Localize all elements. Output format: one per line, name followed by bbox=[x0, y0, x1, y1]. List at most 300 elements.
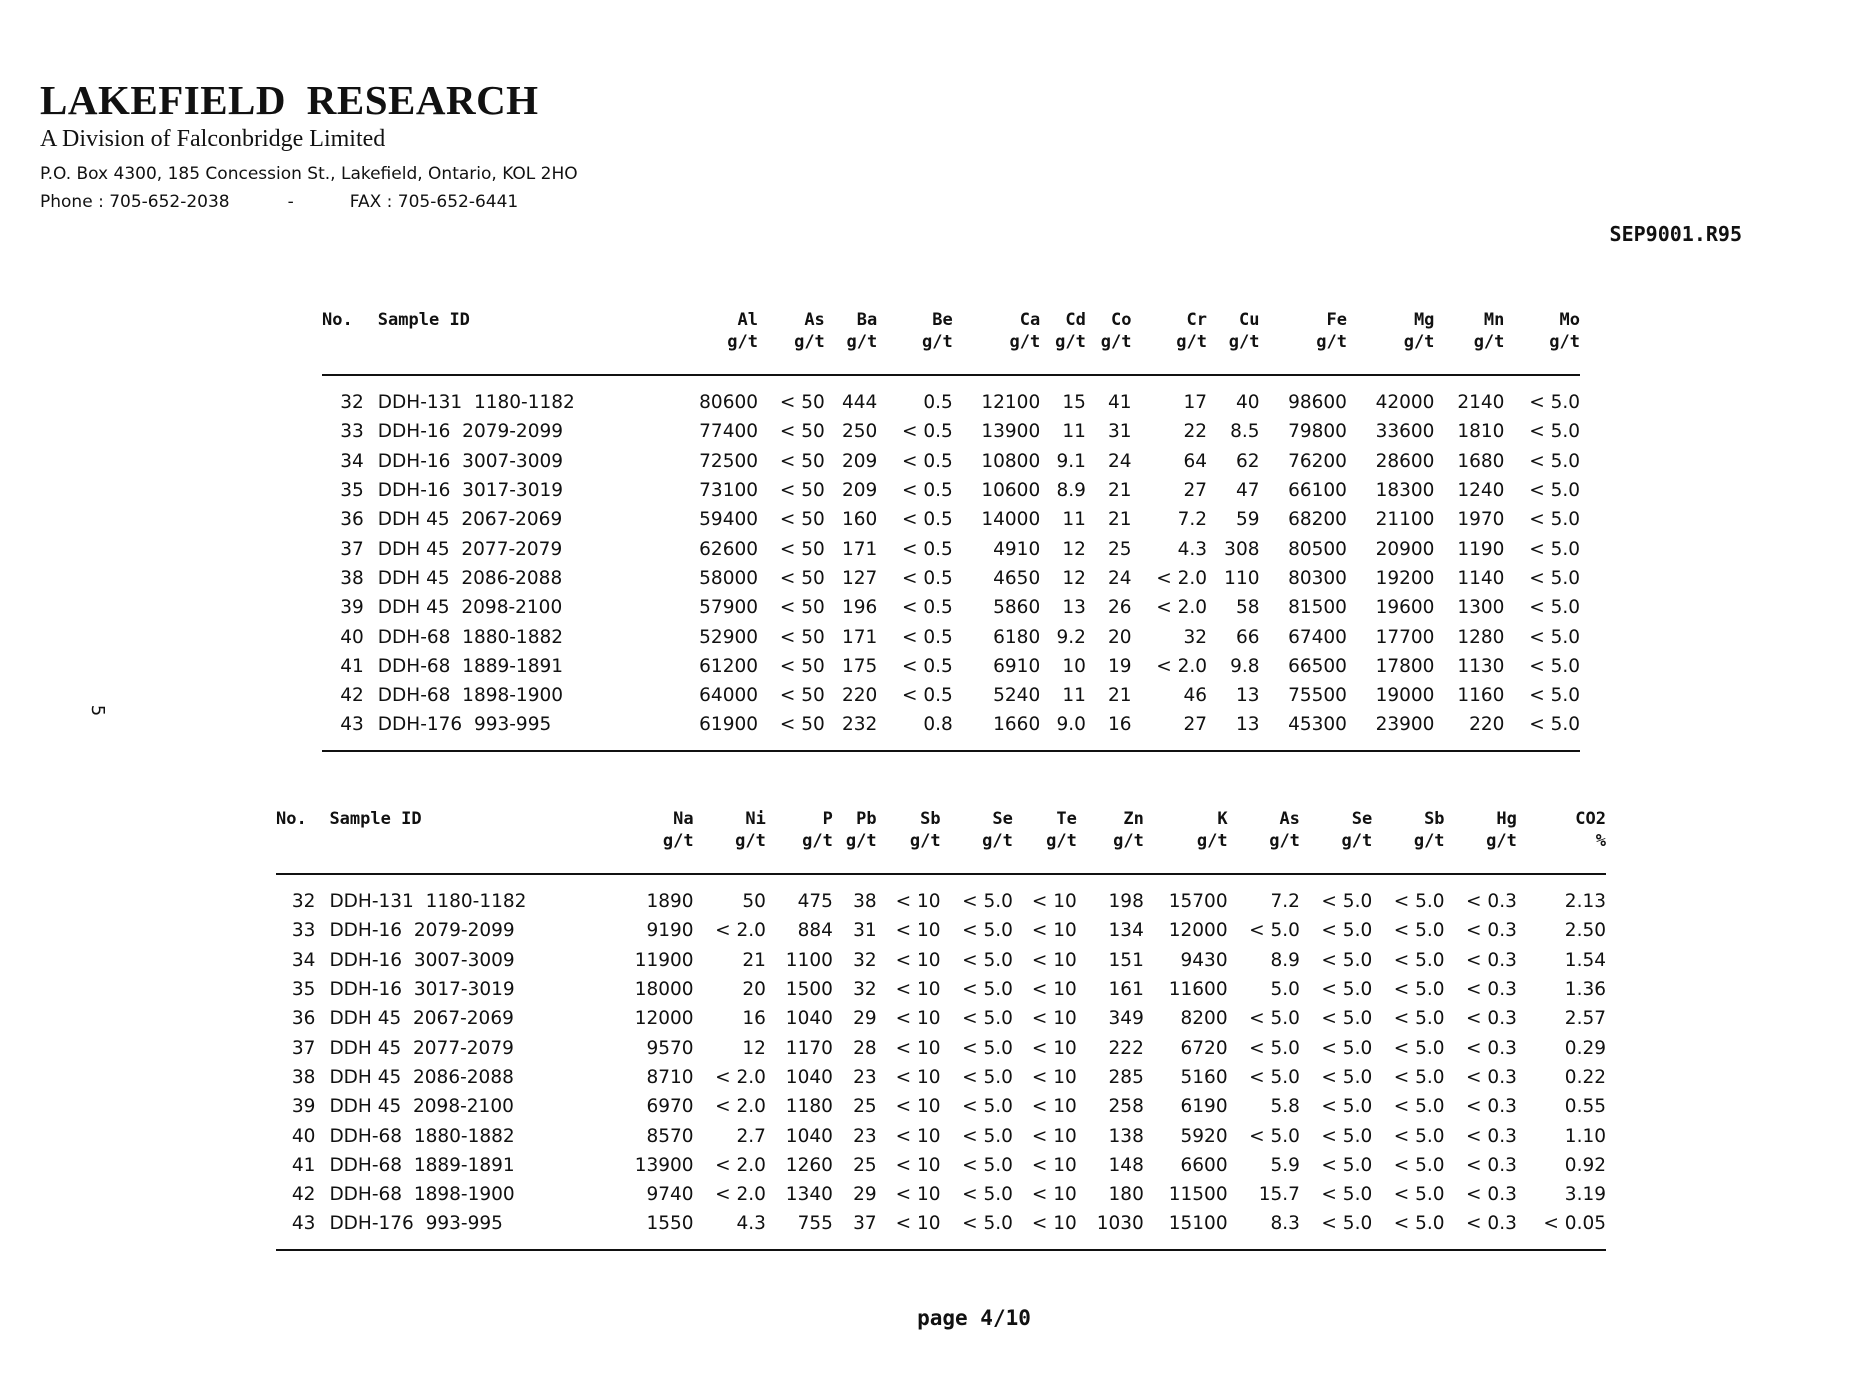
sample-id: DDH-16 2079-2099 bbox=[329, 920, 515, 942]
assay-value: < 10 bbox=[895, 1096, 941, 1118]
assay-value: < 5.0 bbox=[962, 1037, 1013, 1059]
assay-value: 73100 bbox=[699, 480, 759, 502]
assay-value: 1140 bbox=[1457, 567, 1505, 589]
assay-value: 11900 bbox=[634, 949, 694, 971]
column-header-element: Sb bbox=[1424, 809, 1445, 829]
column-header-element: P bbox=[822, 809, 833, 829]
assay-value: 17700 bbox=[1375, 626, 1435, 648]
assay-value: < 0.05 bbox=[1517, 1209, 1606, 1249]
assay-value: 47 bbox=[1235, 480, 1260, 502]
assay-value: < 5.0 bbox=[1249, 1037, 1300, 1059]
assay-value: 0.8 bbox=[877, 710, 953, 750]
assay-value: 209 bbox=[841, 480, 878, 502]
table-row bbox=[322, 622, 1580, 651]
assay-value: < 5.0 bbox=[1393, 1184, 1445, 1206]
assay-value: 1040 bbox=[785, 1125, 833, 1147]
assay-value: < 10 bbox=[1031, 949, 1077, 971]
column-header-element: As bbox=[804, 310, 825, 330]
unit-spacer bbox=[329, 829, 609, 874]
table-header bbox=[276, 799, 1606, 874]
assay-value: 220 bbox=[1434, 710, 1504, 750]
assay-value: < 5.0 bbox=[962, 1125, 1013, 1147]
assay-value: < 5.0 bbox=[1249, 1125, 1300, 1147]
assay-value: 9570 bbox=[646, 1037, 694, 1059]
assay-value: 23900 bbox=[1347, 710, 1434, 750]
sample-number: 40 bbox=[291, 1125, 316, 1147]
assay-value: < 0.3 bbox=[1466, 1008, 1517, 1030]
assay-value: < 5.0 bbox=[1321, 979, 1373, 1001]
assay-value: 10800 bbox=[981, 450, 1041, 472]
assay-value: < 10 bbox=[1031, 920, 1077, 942]
column-header-element: Te bbox=[1056, 809, 1077, 829]
assay-value: < 0.5 bbox=[901, 597, 953, 619]
assay-value: 13 bbox=[1235, 685, 1260, 707]
assay-value: 1260 bbox=[785, 1154, 833, 1176]
assay-value: 12 bbox=[1062, 567, 1086, 589]
assay-value: 59 bbox=[1235, 509, 1260, 531]
assay-value: 62 bbox=[1235, 450, 1260, 472]
column-header-element: Cu bbox=[1239, 310, 1260, 330]
assay-value: < 5.0 bbox=[1529, 509, 1580, 531]
table-row bbox=[276, 1151, 1606, 1180]
assay-value: < 5.0 bbox=[1393, 1066, 1445, 1088]
assay-value: 1680 bbox=[1457, 450, 1505, 472]
sample-number: 37 bbox=[340, 538, 364, 560]
assay-value: 1340 bbox=[785, 1184, 833, 1206]
sample-id: DDH 45 2086-2088 bbox=[329, 1066, 514, 1088]
header-row-elements bbox=[276, 799, 1606, 829]
assay-value: < 50 bbox=[779, 567, 825, 589]
assay-value: < 50 bbox=[779, 480, 825, 502]
sample-id: DDH-176 993-995 bbox=[329, 1209, 609, 1249]
sample-number: 41 bbox=[291, 1154, 316, 1176]
assay-value: 27 bbox=[1183, 480, 1208, 502]
document-reference: SEP9001.R95 bbox=[1609, 222, 1742, 246]
assay-value: 72500 bbox=[699, 450, 759, 472]
assay-value: 6970 bbox=[646, 1096, 694, 1118]
assay-value: < 5.0 bbox=[1393, 979, 1445, 1001]
assay-value: < 0.5 bbox=[901, 509, 953, 531]
assay-value: 1300 bbox=[1457, 597, 1505, 619]
sample-number: 32 bbox=[340, 392, 364, 414]
column-header-sample-id: Sample ID bbox=[329, 809, 422, 829]
column-header-no: No. bbox=[276, 809, 307, 829]
sample-number: 42 bbox=[340, 685, 364, 707]
column-unit: g/t bbox=[1372, 829, 1444, 874]
assay-value: 26 bbox=[1107, 597, 1132, 619]
assay-value: < 10 bbox=[1031, 891, 1077, 913]
assay-value: < 50 bbox=[779, 421, 825, 443]
sample-id: DDH-68 1898-1900 bbox=[377, 685, 564, 707]
assay-value: 1030 bbox=[1077, 1209, 1144, 1249]
assay-value: 25 bbox=[853, 1096, 877, 1118]
assay-value: 12000 bbox=[634, 1008, 694, 1030]
assay-value: 81500 bbox=[1288, 597, 1347, 619]
table-row bbox=[322, 652, 1580, 681]
column-unit: g/t bbox=[1259, 330, 1346, 375]
assay-value: 1040 bbox=[785, 1066, 833, 1088]
assay-value: 68200 bbox=[1288, 509, 1347, 531]
assay-value: 0.22 bbox=[1564, 1066, 1606, 1088]
assay-value: < 10 bbox=[1031, 1037, 1077, 1059]
assay-value: < 5.0 bbox=[1321, 891, 1373, 913]
contact-line bbox=[40, 188, 578, 216]
assay-value: 232 bbox=[825, 710, 877, 750]
assay-value: 64000 bbox=[699, 685, 759, 707]
assay-value: 5160 bbox=[1180, 1066, 1228, 1088]
page-number: page 4/10 bbox=[917, 1306, 1031, 1330]
assay-value: 5920 bbox=[1180, 1125, 1228, 1147]
letterhead bbox=[40, 76, 578, 216]
assay-value: 171 bbox=[841, 538, 878, 560]
column-unit: g/t bbox=[953, 330, 1040, 375]
assay-value: < 10 bbox=[1031, 979, 1077, 1001]
assay-value: 15 bbox=[1062, 392, 1086, 414]
column-unit: g/t bbox=[941, 829, 1013, 874]
assay-value: < 2.0 bbox=[715, 920, 766, 942]
assay-value: 15700 bbox=[1168, 891, 1228, 913]
assay-value: < 5.0 bbox=[1300, 1209, 1372, 1249]
assay-value: 4.3 bbox=[1177, 538, 1208, 560]
assay-value: < 0.3 bbox=[1466, 1125, 1517, 1147]
assay-value: < 50 bbox=[779, 655, 825, 677]
assay-value: < 50 bbox=[779, 538, 825, 560]
table-row bbox=[276, 1063, 1606, 1092]
column-unit: g/t bbox=[1144, 829, 1228, 874]
assay-value: 285 bbox=[1108, 1066, 1144, 1088]
assay-value: 32 bbox=[853, 949, 877, 971]
assay-value: < 5.0 bbox=[1529, 567, 1580, 589]
assay-value: 19 bbox=[1107, 655, 1132, 677]
assay-value: 66100 bbox=[1288, 480, 1347, 502]
table-row bbox=[322, 681, 1580, 710]
sample-number: 42 bbox=[291, 1184, 316, 1206]
table-row bbox=[322, 710, 1580, 750]
assay-value: < 2.0 bbox=[715, 1184, 766, 1206]
assay-value: < 5.0 bbox=[1249, 1008, 1300, 1030]
assay-value: 198 bbox=[1108, 891, 1144, 913]
column-unit: g/t bbox=[1207, 330, 1259, 375]
assay-value: < 5.0 bbox=[1321, 1184, 1373, 1206]
assay-value: < 5.0 bbox=[1321, 1008, 1373, 1030]
table-row bbox=[276, 874, 1606, 916]
table-row bbox=[276, 1004, 1606, 1033]
assay-value: 19200 bbox=[1375, 567, 1435, 589]
sample-number: 34 bbox=[291, 949, 316, 971]
assay-value: < 5.0 bbox=[1321, 1096, 1373, 1118]
sample-id: DDH-68 1889-1891 bbox=[377, 655, 564, 677]
company-address: P.O. Box 4300, 185 Concession St., Lakefield, Ontario, KOL 2HO bbox=[40, 164, 578, 184]
assay-value: < 0.3 bbox=[1466, 1037, 1517, 1059]
header-row-elements bbox=[322, 300, 1580, 330]
assay-value: < 10 bbox=[1031, 1008, 1077, 1030]
assay-value: 258 bbox=[1108, 1096, 1144, 1118]
assay-value: 7.2 bbox=[1270, 891, 1300, 913]
assay-value: < 5.0 bbox=[1529, 626, 1580, 648]
assay-value: < 5.0 bbox=[962, 920, 1013, 942]
column-header-element: CO2 bbox=[1575, 809, 1606, 829]
column-unit: g/t bbox=[610, 829, 694, 874]
assay-value: 42000 bbox=[1375, 392, 1435, 414]
assay-value: 6720 bbox=[1180, 1037, 1228, 1059]
assay-value: 8710 bbox=[646, 1066, 694, 1088]
assay-value: 308 bbox=[1224, 538, 1260, 560]
assay-value: 9.0 bbox=[1040, 710, 1086, 750]
assay-value: 22 bbox=[1183, 421, 1208, 443]
assay-value: 1810 bbox=[1457, 421, 1505, 443]
assay-value: 29 bbox=[853, 1184, 877, 1206]
assay-value: 8.3 bbox=[1228, 1209, 1300, 1249]
assay-value: < 50 bbox=[779, 685, 825, 707]
assay-value: 46 bbox=[1183, 685, 1208, 707]
column-unit: g/t bbox=[1347, 330, 1434, 375]
assay-value: < 10 bbox=[895, 949, 941, 971]
column-unit: g/t bbox=[825, 330, 877, 375]
assay-value: 1890 bbox=[646, 891, 694, 913]
column-unit: g/t bbox=[694, 829, 766, 874]
company-name: LAKEFIELD RESEARCH bbox=[40, 77, 539, 123]
column-unit: g/t bbox=[671, 330, 758, 375]
table-row bbox=[276, 946, 1606, 975]
assay-value: 1280 bbox=[1457, 626, 1505, 648]
assay-value: 28600 bbox=[1375, 450, 1435, 472]
assay-value: 349 bbox=[1108, 1008, 1144, 1030]
assay-value: < 10 bbox=[1031, 1154, 1077, 1176]
column-unit: g/t bbox=[833, 829, 877, 874]
assay-value: < 10 bbox=[895, 891, 941, 913]
assay-value: 23 bbox=[853, 1125, 877, 1147]
unit-spacer bbox=[276, 829, 329, 874]
assay-value: 21 bbox=[1107, 509, 1132, 531]
assay-value: 14000 bbox=[981, 509, 1041, 531]
table-row bbox=[322, 476, 1580, 505]
assay-value: < 5.0 bbox=[1529, 392, 1580, 414]
assay-value: < 5.0 bbox=[1393, 1037, 1445, 1059]
assay-value: < 10 bbox=[895, 1184, 941, 1206]
assay-value: < 10 bbox=[1031, 1125, 1077, 1147]
assay-value: 21 bbox=[1107, 480, 1132, 502]
assay-value: < 50 bbox=[779, 597, 825, 619]
assay-value: 5.0 bbox=[1270, 979, 1300, 1001]
assay-value: 80600 bbox=[699, 392, 759, 414]
assay-value: 13 bbox=[1207, 710, 1259, 750]
assay-value: 18000 bbox=[634, 979, 694, 1001]
sample-id: DDH 45 2077-2079 bbox=[377, 538, 563, 560]
assay-value: 13900 bbox=[981, 421, 1041, 443]
assay-value: 138 bbox=[1108, 1125, 1144, 1147]
assay-value: 21 bbox=[1107, 685, 1132, 707]
contact-separator: - bbox=[287, 192, 294, 212]
assay-value: < 5.0 bbox=[1321, 1125, 1373, 1147]
table-row bbox=[322, 447, 1580, 476]
assay-value: 9430 bbox=[1180, 949, 1228, 971]
assay-value: 45300 bbox=[1259, 710, 1346, 750]
assay-value: < 5.0 bbox=[962, 1008, 1013, 1030]
assay-value: 5.8 bbox=[1270, 1096, 1300, 1118]
assay-value: < 2.0 bbox=[715, 1096, 766, 1118]
assay-value: 12 bbox=[742, 1037, 766, 1059]
assay-value: 9.1 bbox=[1056, 450, 1086, 472]
assay-value: < 5.0 bbox=[1249, 1066, 1300, 1088]
sample-id: DDH-16 3017-3019 bbox=[377, 480, 564, 502]
assay-value: 8200 bbox=[1180, 1008, 1228, 1030]
assay-value: 161 bbox=[1108, 979, 1144, 1001]
sample-id: DDH-68 1880-1882 bbox=[329, 1125, 515, 1147]
assay-value: 66500 bbox=[1288, 655, 1347, 677]
assay-value: 6910 bbox=[993, 655, 1041, 677]
assay-value: 1190 bbox=[1457, 538, 1505, 560]
assay-value: < 0.5 bbox=[901, 567, 953, 589]
assay-value: 24 bbox=[1107, 567, 1132, 589]
sample-id: DDH-131 1180-1182 bbox=[377, 392, 575, 414]
column-unit: g/t bbox=[1300, 829, 1372, 874]
assay-value: 21 bbox=[742, 949, 766, 971]
assay-table-1 bbox=[322, 300, 1580, 752]
assay-value: 6180 bbox=[993, 626, 1041, 648]
assay-value: 0.55 bbox=[1564, 1096, 1606, 1118]
assay-value: < 0.3 bbox=[1466, 1154, 1517, 1176]
column-unit: g/t bbox=[1132, 330, 1208, 375]
assay-value: < 5.0 bbox=[1321, 1066, 1373, 1088]
assay-value: 16 bbox=[1086, 710, 1132, 750]
assay-value: 67400 bbox=[1288, 626, 1347, 648]
assay-value: 1160 bbox=[1457, 685, 1505, 707]
assay-value: 2140 bbox=[1457, 392, 1505, 414]
sample-number: 38 bbox=[291, 1066, 316, 1088]
assay-value: < 2.0 bbox=[1156, 567, 1208, 589]
table-row bbox=[322, 505, 1580, 534]
sample-number: 43 bbox=[276, 1209, 329, 1249]
unit-spacer bbox=[378, 330, 671, 375]
assay-value: < 5.0 bbox=[1529, 597, 1580, 619]
assay-value: < 10 bbox=[895, 979, 941, 1001]
assay-value: 7.2 bbox=[1177, 509, 1208, 531]
assay-value: 10600 bbox=[981, 480, 1041, 502]
assay-value: 6600 bbox=[1180, 1154, 1228, 1176]
assay-value: 77400 bbox=[699, 421, 759, 443]
assay-value: < 5.0 bbox=[1393, 1008, 1445, 1030]
column-header-element: Fe bbox=[1326, 310, 1347, 330]
table-body bbox=[322, 375, 1580, 751]
assay-value: 32 bbox=[1183, 626, 1208, 648]
assay-value: 250 bbox=[841, 421, 878, 443]
table-header bbox=[322, 300, 1580, 375]
assay-value: 17800 bbox=[1375, 655, 1435, 677]
sample-id: DDH-176 993-995 bbox=[378, 710, 671, 750]
sample-id: DDH 45 2067-2069 bbox=[329, 1008, 514, 1030]
assay-value: 98600 bbox=[1288, 392, 1347, 414]
column-header-element: Pb bbox=[856, 809, 877, 829]
assay-value: 9740 bbox=[646, 1184, 694, 1206]
sample-id: DDH-68 1880-1882 bbox=[377, 626, 564, 648]
assay-value: 1100 bbox=[785, 949, 833, 971]
assay-value: 11500 bbox=[1168, 1184, 1228, 1206]
assay-value: < 0.3 bbox=[1466, 979, 1517, 1001]
assay-value: < 5.0 bbox=[962, 1184, 1013, 1206]
table-row bbox=[276, 916, 1606, 945]
assay-value: 15100 bbox=[1144, 1209, 1228, 1249]
sample-number: 35 bbox=[340, 480, 364, 502]
table-row bbox=[276, 1180, 1606, 1209]
margin-mark: 5 bbox=[87, 704, 109, 717]
assay-value: 2.7 bbox=[736, 1125, 766, 1147]
assay-value: 1040 bbox=[785, 1008, 833, 1030]
assay-value: 1240 bbox=[1457, 480, 1505, 502]
assay-value: < 0.3 bbox=[1466, 891, 1517, 913]
assay-value: < 10 bbox=[895, 1154, 941, 1176]
assay-value: 1.10 bbox=[1564, 1125, 1606, 1147]
assay-value: < 0.5 bbox=[901, 450, 953, 472]
assay-value: 13 bbox=[1062, 597, 1086, 619]
column-unit: g/t bbox=[877, 829, 941, 874]
assay-value: < 10 bbox=[895, 920, 941, 942]
company-division: A Division of Falconbridge Limited bbox=[40, 126, 386, 152]
sample-number: 37 bbox=[291, 1037, 316, 1059]
assay-value: 13900 bbox=[634, 1154, 694, 1176]
sample-number: 39 bbox=[291, 1096, 316, 1118]
assay-value: 40 bbox=[1235, 392, 1260, 414]
column-header-element: As bbox=[1279, 809, 1300, 829]
assay-value: 1.54 bbox=[1564, 949, 1606, 971]
assay-value: < 5.0 bbox=[1321, 949, 1373, 971]
assay-value: 884 bbox=[797, 920, 833, 942]
column-header-element: Sb bbox=[920, 809, 941, 829]
assay-value: 1660 bbox=[953, 710, 1040, 750]
assay-value: < 5.0 bbox=[962, 1154, 1013, 1176]
assay-value: 222 bbox=[1108, 1037, 1144, 1059]
assay-value: < 50 bbox=[758, 710, 825, 750]
assay-value: < 5.0 bbox=[962, 949, 1013, 971]
assay-value: 2.57 bbox=[1564, 1008, 1606, 1030]
sample-id: DDH-16 3007-3009 bbox=[329, 949, 515, 971]
assay-value: 475 bbox=[797, 891, 833, 913]
assay-value: < 10 bbox=[895, 1037, 941, 1059]
assay-value: 19000 bbox=[1375, 685, 1435, 707]
assay-value: 12000 bbox=[1168, 920, 1228, 942]
assay-value: 0.92 bbox=[1564, 1154, 1606, 1176]
sample-id: DDH 45 2086-2088 bbox=[377, 567, 563, 589]
assay-value: < 10 bbox=[1031, 1184, 1077, 1206]
assay-value: < 0.3 bbox=[1445, 1209, 1517, 1249]
assay-value: 171 bbox=[841, 626, 878, 648]
assay-value: 52900 bbox=[699, 626, 759, 648]
assay-value: 12 bbox=[1062, 538, 1086, 560]
sample-number: 39 bbox=[340, 597, 364, 619]
unit-spacer bbox=[322, 330, 378, 375]
column-unit: g/t bbox=[1445, 829, 1517, 874]
assay-value: 80300 bbox=[1288, 567, 1347, 589]
assay-value: 8.5 bbox=[1230, 421, 1260, 443]
assay-value: 33600 bbox=[1375, 421, 1435, 443]
column-header-element: Se bbox=[1351, 809, 1373, 829]
assay-value: 209 bbox=[841, 450, 878, 472]
column-unit: g/t bbox=[1504, 330, 1580, 375]
assay-value: < 10 bbox=[1013, 1209, 1077, 1249]
assay-value: 37 bbox=[833, 1209, 877, 1249]
sample-id: DDH 45 2077-2079 bbox=[329, 1037, 514, 1059]
assay-value: 180 bbox=[1108, 1184, 1144, 1206]
table-row bbox=[322, 417, 1580, 446]
table-row bbox=[322, 593, 1580, 622]
assay-value: < 5.0 bbox=[1249, 920, 1300, 942]
assay-value: 76200 bbox=[1288, 450, 1347, 472]
assay-value: 5240 bbox=[993, 685, 1041, 707]
assay-value: < 5.0 bbox=[1393, 949, 1445, 971]
assay-value: 17 bbox=[1183, 392, 1208, 414]
assay-value: 18300 bbox=[1375, 480, 1435, 502]
assay-value: 175 bbox=[841, 655, 878, 677]
assay-value: < 5.0 bbox=[1372, 1209, 1444, 1249]
